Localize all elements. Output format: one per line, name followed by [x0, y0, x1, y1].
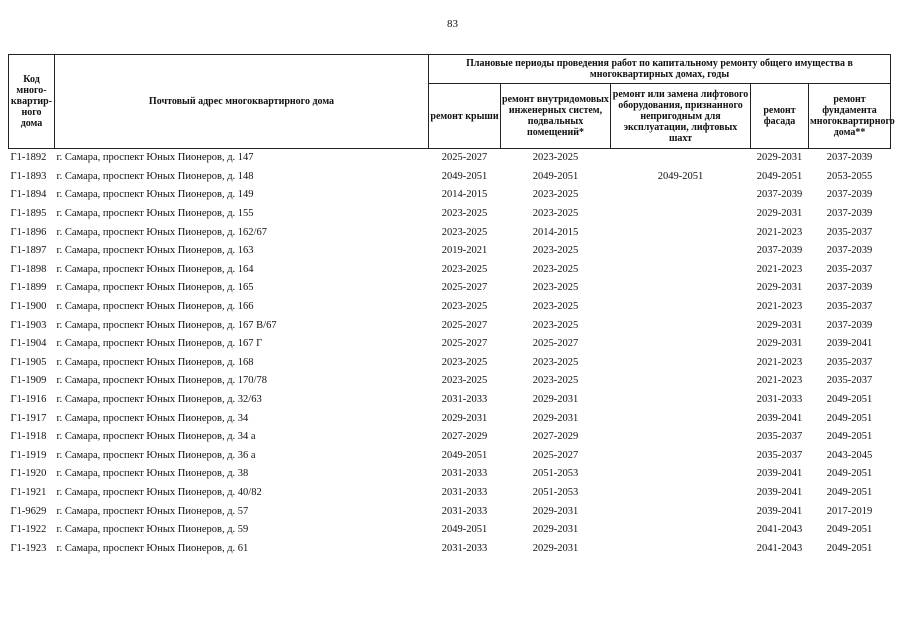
cell-roof: 2025-2027: [441, 282, 488, 294]
cell-systems: 2029-2031: [532, 394, 579, 406]
cell-address: г. Самара, проспект Юных Пионеров, д. 167 Г: [56, 338, 263, 350]
cell-code: Г1-1923: [10, 542, 47, 554]
cell-elevator: [611, 186, 751, 205]
cell-roof: 2031-2033: [441, 486, 488, 498]
cell-elevator: [611, 465, 751, 484]
cell-roof: 2025-2027: [441, 319, 488, 331]
cell-facade: 2035-2037: [756, 449, 803, 461]
cell-address: г. Самара, проспект Юных Пионеров, д. 167 В/67: [56, 319, 277, 331]
cell-elevator: [611, 149, 751, 168]
table-row: [9, 316, 891, 335]
cell-address: г. Самара, проспект Юных Пионеров, д. 34: [56, 412, 249, 424]
cell-systems: 2023-2025: [532, 245, 579, 257]
cell-code: Г1-9629: [10, 505, 47, 517]
cell-foundation: 2049-2051: [826, 524, 873, 536]
cell-address: г. Самара, проспект Юных Пионеров, д. 168: [56, 356, 254, 368]
cell-systems: 2023-2025: [532, 356, 579, 368]
cell-systems: 2023-2025: [532, 319, 579, 331]
cell-roof: 2023-2025: [441, 356, 488, 368]
cell-foundation: 2037-2039: [826, 152, 873, 164]
table-row: [9, 428, 891, 447]
cell-foundation: 2049-2051: [826, 394, 873, 406]
cell-code: Г1-1909: [10, 375, 47, 387]
cell-elevator: [611, 223, 751, 242]
cell-code: Г1-1920: [10, 468, 47, 480]
cell-elevator: [611, 279, 751, 298]
cell-systems: 2029-2031: [532, 505, 579, 517]
cell-elevator: [611, 484, 751, 503]
cell-code: Г1-1918: [10, 431, 47, 443]
table-row: [9, 539, 891, 558]
header-work-periods: Плановые периоды проведения работ по капитальному ремонту общего имущества в многоквартирных домах, годы: [429, 55, 891, 84]
cell-facade: 2029-2031: [756, 208, 803, 220]
cell-address: г. Самара, проспект Юных Пионеров, д. 147: [56, 152, 254, 164]
cell-systems: 2029-2031: [532, 524, 579, 536]
cell-foundation: 2037-2039: [826, 208, 873, 220]
cell-facade: 2021-2023: [756, 263, 803, 275]
cell-elevator: [611, 261, 751, 280]
cell-roof: 2019-2021: [441, 245, 488, 257]
cell-address: г. Самара, проспект Юных Пионеров, д. 148: [56, 170, 254, 182]
cell-roof: 2025-2027: [441, 338, 488, 350]
cell-roof: 2031-2033: [441, 542, 488, 554]
cell-elevator: [611, 354, 751, 373]
table-row: [9, 465, 891, 484]
header-address: Почтовый адрес многоквартирного дома: [55, 55, 429, 149]
table-row: [9, 279, 891, 298]
cell-roof: 2027-2029: [441, 431, 488, 443]
cell-elevator: [611, 316, 751, 335]
cell-elevator: [611, 539, 751, 558]
cell-roof: 2031-2033: [441, 505, 488, 517]
cell-address: г. Самара, проспект Юных Пионеров, д. 163: [56, 245, 254, 257]
cell-address: г. Самара, проспект Юных Пионеров, д. 34 а: [56, 431, 256, 443]
cell-foundation: 2049-2051: [826, 542, 873, 554]
cell-systems: 2023-2025: [532, 375, 579, 387]
cell-systems: 2051-2053: [532, 468, 579, 480]
cell-facade: 2037-2039: [756, 245, 803, 257]
cell-address: г. Самара, проспект Юных Пионеров, д. 155: [56, 208, 254, 220]
cell-systems: 2025-2027: [532, 449, 579, 461]
cell-facade: 2039-2041: [756, 505, 803, 517]
cell-roof: 2049-2051: [441, 449, 488, 461]
cell-systems: 2023-2025: [532, 282, 579, 294]
cell-facade: 2041-2043: [756, 542, 803, 554]
cell-facade: 2021-2023: [756, 375, 803, 387]
table-row: [9, 335, 891, 354]
cell-facade: 2021-2023: [756, 301, 803, 313]
cell-roof: 2031-2033: [441, 468, 488, 480]
cell-foundation: 2035-2037: [826, 375, 873, 387]
cell-code: Г1-1916: [10, 394, 47, 406]
cell-code: Г1-1896: [10, 226, 47, 238]
cell-address: г. Самара, проспект Юных Пионеров, д. 166: [56, 301, 254, 313]
cell-roof: 2025-2027: [441, 152, 488, 164]
cell-systems: 2025-2027: [532, 338, 579, 350]
cell-elevator: [611, 428, 751, 447]
cell-facade: 2029-2031: [756, 319, 803, 331]
cell-address: г. Самара, проспект Юных Пионеров, д. 61: [56, 542, 249, 554]
header-systems: ремонт внутридомовых инженерных систем, подвальных помещений*: [501, 84, 611, 149]
cell-systems: 2051-2053: [532, 486, 579, 498]
cell-code: Г1-1903: [10, 319, 47, 331]
cell-roof: 2023-2025: [441, 208, 488, 220]
table-row: [9, 223, 891, 242]
table-row: [9, 391, 891, 410]
header-elevator: ремонт или замена лифтового оборудования, признанного непригодным для эксплуатации, лифтовых шахт: [611, 84, 751, 149]
cell-foundation: 2039-2041: [826, 338, 873, 350]
cell-roof: 2031-2033: [441, 394, 488, 406]
cell-systems: 2023-2025: [532, 301, 579, 313]
cell-facade: 2021-2023: [756, 356, 803, 368]
cell-foundation: 2049-2051: [826, 468, 873, 480]
table-row: [9, 168, 891, 187]
cell-facade: 2035-2037: [756, 431, 803, 443]
cell-elevator: [611, 205, 751, 224]
cell-elevator: [611, 298, 751, 317]
cell-foundation: 2043-2045: [826, 449, 873, 461]
page-number: 83: [447, 18, 458, 30]
cell-facade: 2049-2051: [756, 170, 803, 182]
cell-elevator: [611, 372, 751, 391]
cell-facade: 2037-2039: [756, 189, 803, 201]
cell-systems: 2049-2051: [532, 170, 579, 182]
cell-facade: 2031-2033: [756, 394, 803, 406]
cell-facade: 2039-2041: [756, 412, 803, 424]
table-row: [9, 186, 891, 205]
cell-code: Г1-1897: [10, 245, 47, 257]
cell-roof: 2023-2025: [441, 375, 488, 387]
table-row: [9, 242, 891, 261]
cell-code: Г1-1921: [10, 486, 47, 498]
cell-roof: 2049-2051: [441, 170, 488, 182]
header-foundation: ремонт фундамента многоквартирного дома**: [809, 84, 891, 149]
cell-code: Г1-1899: [10, 282, 47, 294]
cell-address: г. Самара, проспект Юных Пионеров, д. 40/82: [56, 486, 262, 498]
cell-address: г. Самара, проспект Юных Пионеров, д. 165: [56, 282, 254, 294]
table-row: [9, 484, 891, 503]
cell-foundation: 2035-2037: [826, 226, 873, 238]
cell-address: г. Самара, проспект Юных Пионеров, д. 162/67: [56, 226, 267, 238]
table-row: [9, 502, 891, 521]
cell-code: Г1-1905: [10, 356, 47, 368]
table-row: [9, 409, 891, 428]
cell-foundation: 2049-2051: [826, 412, 873, 424]
cell-address: г. Самара, проспект Юных Пионеров, д. 36 а: [56, 449, 256, 461]
cell-elevator: [611, 447, 751, 466]
header-code: Код много-квартир-ного дома: [9, 55, 55, 149]
cell-roof: 2023-2025: [441, 263, 488, 275]
table-row: [9, 447, 891, 466]
table-body: [9, 149, 891, 559]
cell-address: г. Самара, проспект Юных Пионеров, д. 59: [56, 524, 249, 536]
cell-roof: 2014-2015: [441, 189, 488, 201]
cell-foundation: 2037-2039: [826, 282, 873, 294]
cell-foundation: 2035-2037: [826, 263, 873, 275]
cell-roof: 2049-2051: [441, 524, 488, 536]
cell-address: г. Самара, проспект Юных Пионеров, д. 149: [56, 189, 254, 201]
cell-elevator: 2049-2051: [657, 170, 704, 182]
cell-facade: 2029-2031: [756, 282, 803, 294]
cell-systems: 2023-2025: [532, 152, 579, 164]
table-row: [9, 205, 891, 224]
cell-address: г. Самара, проспект Юных Пионеров, д. 38: [56, 468, 249, 480]
cell-code: Г1-1917: [10, 412, 47, 424]
cell-foundation: 2053-2055: [826, 170, 873, 182]
cell-facade: 2039-2041: [756, 468, 803, 480]
cell-code: Г1-1900: [10, 301, 47, 313]
cell-foundation: 2017-2019: [826, 505, 873, 517]
cell-facade: 2041-2043: [756, 524, 803, 536]
cell-elevator: [611, 242, 751, 261]
cell-code: Г1-1904: [10, 338, 47, 350]
cell-foundation: 2035-2037: [826, 301, 873, 313]
table-row: [9, 149, 891, 168]
cell-systems: 2023-2025: [532, 189, 579, 201]
cell-code: Г1-1919: [10, 449, 47, 461]
cell-foundation: 2037-2039: [826, 189, 873, 201]
table-row: [9, 521, 891, 540]
cell-address: г. Самара, проспект Юных Пионеров, д. 32/63: [56, 394, 262, 406]
table-row: [9, 298, 891, 317]
cell-code: Г1-1893: [10, 170, 47, 182]
cell-address: г. Самара, проспект Юных Пионеров, д. 170/78: [56, 375, 267, 387]
cell-code: Г1-1894: [10, 189, 47, 201]
cell-facade: 2029-2031: [756, 152, 803, 164]
cell-systems: 2023-2025: [532, 263, 579, 275]
header-facade: ремонт фасада: [751, 84, 809, 149]
cell-systems: 2029-2031: [532, 412, 579, 424]
cell-code: Г1-1895: [10, 208, 47, 220]
cell-elevator: [611, 391, 751, 410]
cell-foundation: 2049-2051: [826, 486, 873, 498]
cell-systems: 2023-2025: [532, 208, 579, 220]
table-row: [9, 261, 891, 280]
cell-systems: 2029-2031: [532, 542, 579, 554]
cell-foundation: 2037-2039: [826, 319, 873, 331]
cell-address: г. Самара, проспект Юных Пионеров, д. 164: [56, 263, 254, 275]
cell-facade: 2029-2031: [756, 338, 803, 350]
cell-roof: 2023-2025: [441, 301, 488, 313]
cell-foundation: 2037-2039: [826, 245, 873, 257]
cell-elevator: [611, 502, 751, 521]
cell-code: Г1-1898: [10, 263, 47, 275]
cell-facade: 2021-2023: [756, 226, 803, 238]
cell-code: Г1-1892: [10, 152, 47, 164]
cell-roof: 2029-2031: [441, 412, 488, 424]
cell-systems: 2014-2015: [532, 226, 579, 238]
cell-foundation: 2049-2051: [826, 431, 873, 443]
cell-roof: 2023-2025: [441, 226, 488, 238]
cell-systems: 2027-2029: [532, 431, 579, 443]
repair-schedule-table: [8, 54, 895, 558]
cell-elevator: [611, 409, 751, 428]
cell-facade: 2039-2041: [756, 486, 803, 498]
cell-address: г. Самара, проспект Юных Пионеров, д. 57: [56, 505, 249, 517]
cell-elevator: [611, 521, 751, 540]
header-roof: ремонт крыши: [429, 84, 501, 149]
cell-code: Г1-1922: [10, 524, 47, 536]
cell-foundation: 2035-2037: [826, 356, 873, 368]
table-row: [9, 354, 891, 373]
cell-elevator: [611, 335, 751, 354]
table-row: [9, 372, 891, 391]
